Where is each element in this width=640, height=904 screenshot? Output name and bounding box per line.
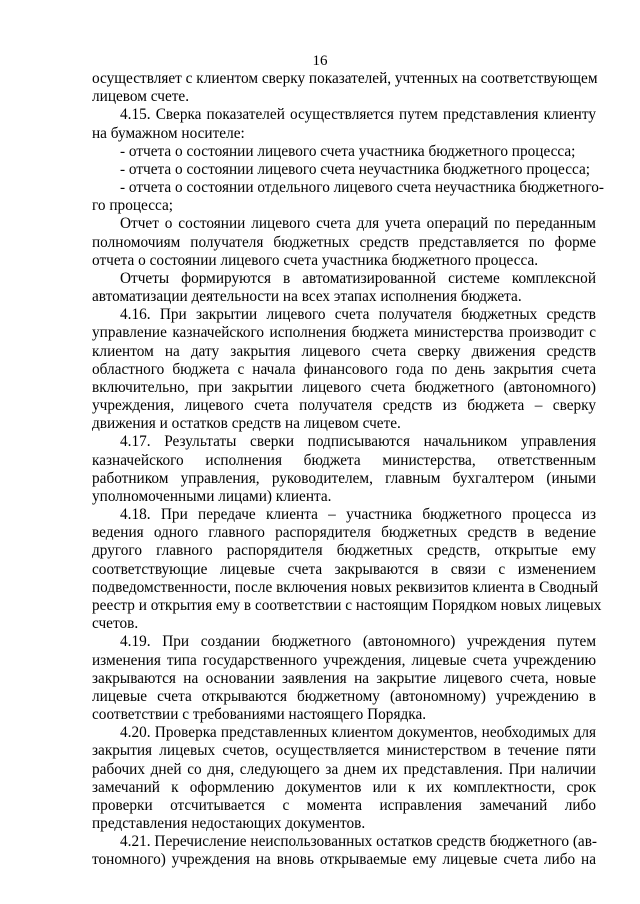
text-line: 4.17. Результаты сверки подписываются начальником управления [120,433,596,451]
text-line: 4.18. При передаче клиента – участника бюджетного процесса из [120,506,596,524]
text-line: 4.20. Проверка представленных клиентом документов, необходимых для [120,724,596,742]
text-line: лицевые счета открываются бюджетному (автономному) учреждению в [92,687,596,705]
text-line: тономного) учреждения на вновь открываемые ему лицевые счета либо на [92,851,596,869]
text-line: - отчета о состоянии отдельного лицевого счета неучастника бюджетного- [120,179,604,197]
text-line: - отчета о состоянии лицевого счета неучастника бюджетного процесса; [120,160,591,178]
text-line: представления недостающих документов. [92,815,366,833]
text-line: соответствии с требованиями настоящего Порядка. [92,706,427,724]
text-line: областного бюджета с начала финансового года по день закрытия счета [92,360,596,378]
page-number: 16 [312,53,328,69]
text-line: на бумажном носителе: [92,124,245,142]
text-line: изменения типа государственного учреждения, лицевые счета учреждению [92,651,596,669]
text-line: реестр и открытия ему в соответствии с настоящим Порядком новых лицевых [92,596,602,614]
document-text-body [92,70,604,870]
text-line: соответствующие лицевые счета закрываются в связи с изменением [92,560,596,578]
text-line: замечаний к оформлению документов или к их комплектности, срок [92,778,596,796]
text-line: проверки отсчитывается с момента исправления замечаний либо [92,796,596,814]
text-line: закрываются на основании заявления на закрытие лицевого счета, новые [92,669,596,687]
text-line: подведомственности, после включения новых реквизитов клиента в Сводный [92,578,599,596]
text-line: рабочих дней со дня, следующего за днем их представления. При наличии [92,760,596,778]
text-line: полномочиям получателя бюджетных средств представляется по форме [92,233,596,251]
text-line: го процесса; [92,197,174,215]
text-line: Отчеты формируются в автоматизированной системе комплексной [120,269,596,287]
text-line: управление казначейского исполнения бюджета министерства производит с [92,324,596,342]
text-line: 4.15. Сверка показателей осуществляется путем представления клиенту [120,106,596,124]
text-line: закрытия лицевых счетов, осуществляется министерством в течение пяти [92,742,596,760]
text-line: 4.16. При закрытии лицевого счета получателя бюджетных средств [120,306,596,324]
text-line: Отчет о состоянии лицевого счета для учета операций по переданным [120,215,596,233]
text-line: - отчета о состоянии лицевого счета участника бюджетного процесса; [120,142,576,160]
text-line: движения и остатков средств на лицевом счете. [92,415,401,433]
text-line: 4.19. При создании бюджетного (автономного) учреждения путем [120,633,596,651]
text-line: ведения одного главного распорядителя бюджетных средств в ведение [92,524,596,542]
text-line: казначейского исполнения бюджета министерства, ответственным [92,451,596,469]
text-line: включительно, при закрытии лицевого счета бюджетного (автономного) [92,378,596,396]
text-line: другого главного распорядителя бюджетных средств, открытые ему [92,542,596,560]
text-line: 4.21. Перечисление неиспользованных остатков средств бюджетного (ав- [120,833,598,851]
text-line: счетов. [92,615,139,633]
text-line: осуществляет с клиентом сверку показателей, учтенных на соответствующем [92,70,598,87]
text-line: работником управления, руководителем, главным бухгалтером (иными [92,469,596,487]
text-line: отчета о состоянии лицевого счета участника бюджетного процесса. [92,251,539,269]
text-line: лицевом счете. [92,88,190,106]
text-line: автоматизации деятельности на всех этапах исполнения бюджета. [92,288,522,306]
text-line: клиентом на дату закрытия лицевого счета сверку движения средств [92,342,596,360]
text-line: учреждения, лицевого счета получателя средств из бюджета – сверку [92,397,596,415]
text-line: уполномоченными лицами) клиента. [92,487,332,505]
